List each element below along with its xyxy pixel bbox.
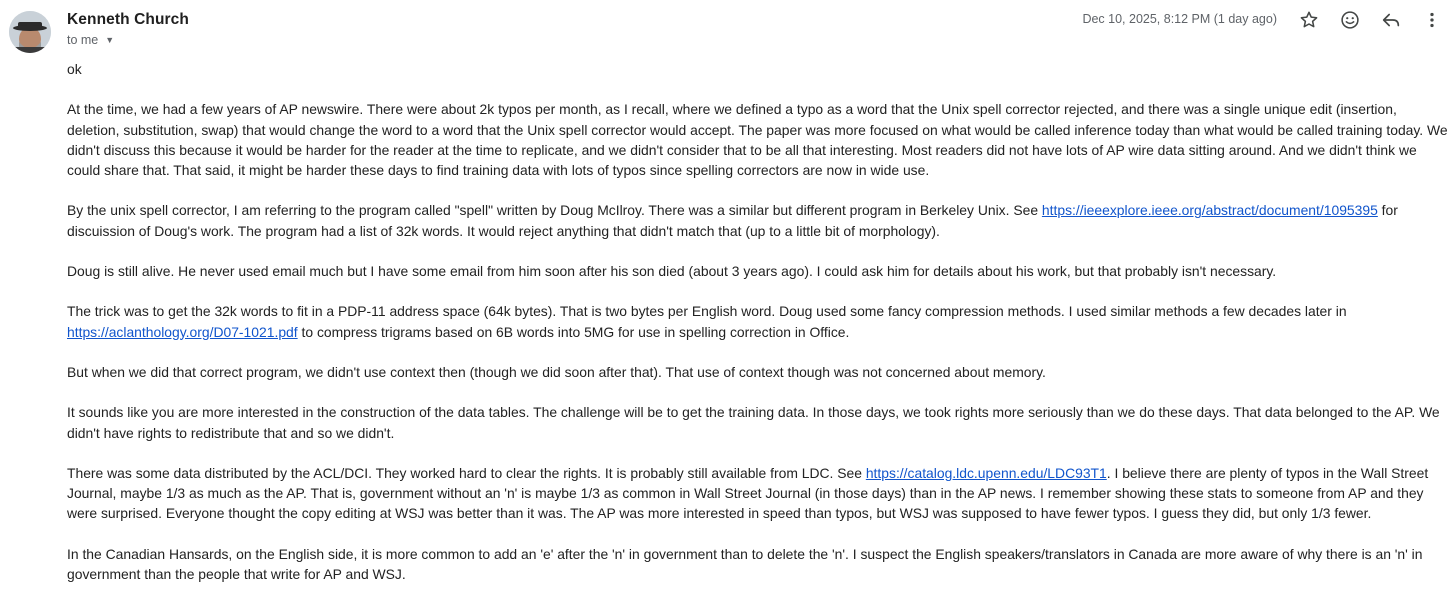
more-vert-icon [1421,9,1443,31]
paragraph-text: There was some data distributed by the ACL/DCI. They worked hard to clear the rights. It is probably still available from LDC. See [67,464,866,481]
body-paragraph: In the Canadian Hansards, on the English side, it is more common to add an 'e' after the 'n' in government than to delete the 'n'. I suspect the English speakers/translators in Canada are more aware of why there is an 'n' in government than the people that write for AP and WSJ. [67,545,1423,582]
sender-name: Kenneth Church [67,11,189,28]
body-paragraph: It sounds like you are more interested in the construction of the data tables. The challenge will be to get the training data. In those days, we took rights more seriously than we do these days. That data belonged to the AP. We didn't have rights to redistribute that and so we didn't. [67,404,1440,441]
paragraph-text: . I believe there are plenty of typos in the Wall Street Journal, maybe 1/3 as much as the AP. That is, government without an 'n' is maybe 1/3 as common in Wall Street Journal (in those days) than in the AP news. I remember showing these stats to someone from AP and they were surprised. Everyone thought the copy editing at WSJ was better than it was. The AP was more interested in speed than typos, but WSJ was supposed to have fewer typos. I guess they did, but only 1/3 fewer. [67,464,1429,522]
add-reaction-button[interactable] [1338,8,1362,32]
recipient-label: to me [67,33,99,47]
message-date: Dec 10, 2025, 8:12 PM (1 day ago) [1082,12,1277,26]
paragraph-text: for discuission of Doug's work. The program had a list of 32k words. It would reject anything that didn't match that (up to a little bit of morphology). [67,202,1398,239]
acl-anthology-link[interactable]: https://aclanthology.org/D07-1021.pdf [67,323,298,340]
more-options-button[interactable] [1420,8,1444,32]
recipient-details-toggle[interactable] [67,33,114,47]
body-paragraph [67,200,1452,240]
star-icon [1298,9,1320,31]
message-body [67,59,1452,604]
body-paragraph [67,301,1452,341]
emoji-icon [1339,9,1361,31]
ieee-link[interactable]: https://ieeexplore.ieee.org/abstract/document/1095395 [1041,202,1378,219]
reply-button[interactable] [1379,8,1403,32]
paragraph-text: to compress trigrams based on 6B words into 5MG for use in spelling correction in Office. [297,323,850,340]
avatar-image [9,11,51,53]
body-paragraph: At the time, we had a few years of AP newswire. There were about 2k typos per month, as I recall, where we defined a typo as a word that the Unix spell corrector rejected, and there was a single unique edit (insertion, deletion, substitution, swap) that would change the word to a word that the Unix spell corrector would accept. The paper was more focused on what would be called inference today than what would be called training today. We didn't discuss this because it would be harder for the reader at the time to replicate, and we didn't consider that to be all that interesting. Most readers did not have lots of AP wire data sitting around. And we didn't think we could share that. That said, it might be harder these days to find training data with lots of typos since spelling correctors are now in wide use. [67,101,1448,178]
body-paragraph [67,463,1452,524]
ldc-catalog-link[interactable]: https://catalog.ldc.upenn.edu/LDC93T1 [865,464,1107,481]
star-button[interactable] [1297,8,1321,32]
avatar[interactable] [9,11,51,53]
body-paragraph: But when we did that correct program, we didn't use context then (though we did soon after that). That use of context though was not concerned about memory. [67,363,1046,380]
paragraph-text: By the unix spell corrector, I am referring to the program called "spell" written by Doug McIlroy. There was a similar but different program in Berkeley Unix. See [67,202,1042,219]
paragraph-text: The trick was to get the 32k words to fit in a PDP-11 address space (64k bytes). That is two bytes per English word. Doug used some fancy compression methods. I used similar methods a few decades later in [67,303,1347,320]
body-paragraph: Doug is still alive. He never used email much but I have some email from him soon after his son died (about 3 years ago). I could ask him for details about his work, but that probably isn't necessary. [67,262,1277,279]
body-paragraph: ok [67,61,82,77]
caret-down-icon[interactable]: ▼ [105,35,115,45]
reply-icon [1380,9,1402,31]
